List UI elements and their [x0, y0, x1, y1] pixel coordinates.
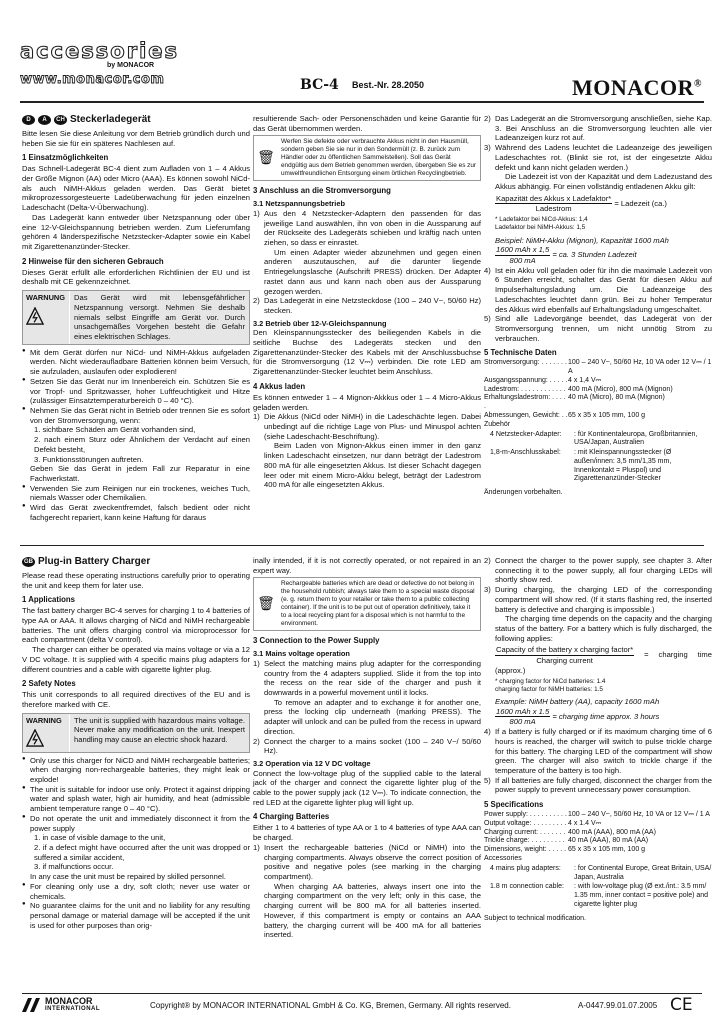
- list-item: [22, 814, 250, 882]
- table-row: [484, 846, 712, 855]
- gb-c3-list: [484, 556, 712, 795]
- flag-d: D: [22, 115, 35, 125]
- de-s1-paragraph-2: Das Ladegerät kann entweder über Netzspannung oder über eine 12-V-Gleichspannung betrieben werden. Zum Lieferumfang gehören 4 länderspezifische Netzstecker-Adapter sowie ein Kabel mit Zigarettenanzünder-Stecker.: [22, 212, 250, 251]
- gb-b3-sub-2: 2. if a defect might have occurred after the unit was dropped or suffered a similar accident,: [34, 843, 250, 862]
- gb-s31-item-1b: To remove an adapter and to exchange it for another one, press the locking clip underneath (marking PRESS). The adapter will unlock and can be pulled from the recess in upward direction.: [264, 697, 481, 736]
- gb-s32-heading: 3.2 Operation via 12 V DC voltage: [253, 759, 371, 769]
- list-item: ● Verwenden Sie zum Reinigen nur ein trockenes, weiches Tuch, niemals Wasser oder Chemikalien.: [22, 484, 250, 503]
- list-item: 1) Aus den 4 Netzstecker-Adaptern den passenden für das jeweilige Land auswählen, ihn von oben in die Aussparung auf der Rückseite des Ladegeräts schieben und kräftig nach unten ziehen, so dass er einrastet. Um einen Adapter wieder abzunehmen und gegen einen anderen auszutauschen, auf die darunter liegende Entriegelungslasche (Aufschrift PRESS) drücken. Der Adapter rastet dann aus und kann nach oben aus der Aussparung gezogen werden.: [253, 208, 481, 296]
- gb-example-numerator: 1600 mAh x 1.5: [496, 706, 550, 716]
- footer-brand-block: [45, 997, 100, 1012]
- gb-section-1-heading: 1 Applications: [22, 595, 75, 605]
- spec-key: 1.8 m connection cable:: [490, 883, 564, 891]
- gb-example-title: Example: NiMH battery (AA), capacity 1600 mAh: [495, 697, 660, 706]
- gb-changes-note: Subject to technical modification.: [484, 914, 586, 922]
- list-item: 1) Die Akkus (NiCd oder NiMH) in die Ladeschächte legen. Dabei unbedingt auf die richtige Lage von Plus- und Minuspol achten (siehe Ladeschacht-Beschriftung). Beim Laden von Mignon-Akkus einen immer in den ganz linken Ladeschacht einsetzen, nur dann beträgt der Ladestrom 800 mA für alle eingesetzten Akkus. Ist dieser Schacht dagegen leer oder mit einem Micro-Akku belegt, beträgt der Ladestrom 400 mA für alle eingesetzten Akkus.: [253, 412, 481, 490]
- de-section-1-heading: 1 Einsatzmöglichkeiten: [22, 153, 109, 163]
- gb-warning-text: The unit is supplied with hazardous mains voltage. Never make any modification on the unit. Inexpert handling may cause an electric shock hazard.: [69, 714, 249, 752]
- de-s31-list: [253, 209, 481, 316]
- spec-key: Erhaltungsladestrom: . . . . .: [484, 394, 566, 411]
- gb-s31-heading: 3.1 Mains voltage operation: [253, 649, 350, 659]
- de-s31-item-1: Aus den 4 Netzstecker-Adaptern den passenden für das jeweilige Land auswählen, ihn von oben in die Aussparung auf der Rückseite des Ladegeräts schieben und kräftig nach unten ziehen, so dass er einrastet.: [264, 208, 481, 248]
- recycle-bin-icon: 🗑: [257, 595, 275, 612]
- model-number: BC-4: [300, 77, 339, 93]
- de-disposal-box: [253, 135, 481, 181]
- de-section-5-heading: 5 Technische Daten: [484, 348, 557, 358]
- gb-section-3-heading: 3 Connection to the Power Supply: [253, 636, 380, 646]
- spec-key: Power supply: . . . . . . . . . .: [484, 811, 567, 819]
- spec-key: Output voltage: . . . . . . . . .: [484, 819, 567, 827]
- de-c3-item-3b: Die Ladezeit ist von der Kapazität und dem Ladezustand des Akkus abhängig. Für einen vollständig entladenen Akku gilt:: [495, 172, 712, 192]
- de-example-formula: [495, 245, 712, 265]
- de-c3-item-4: Ist ein Akku voll geladen oder für ihn die maximale Ladezeit von 6 Stunden erreicht, schaltet das Gerät für diesen Akku auf Impulserhaltungsladung um. Die Ladeanzeige des Ladeschachtes leuchtet dann grün. Bei zu hoher Temperatur des Akkus wird ebenfalls auf Erhaltungsladung umgeschaltet.: [495, 265, 712, 314]
- table-row: [484, 431, 712, 449]
- de-c2-continuation: resultierende Sach- oder Personenschäden und keine Garantie für das Gerät übernommen werden.: [253, 114, 481, 133]
- flag-ch: CH: [54, 115, 67, 125]
- spec-key: 1,8-m-Anschlusskabel:: [490, 449, 561, 457]
- gb-s4-item-1: Insert the rechargeable batteries (NiCd or NiMH) into the charging compartments. Always observe the correct position of positive and negative poles (see marking in the charging compartment).: [264, 842, 481, 881]
- de-title: [22, 114, 250, 127]
- de-b3-sublist: [30, 425, 250, 464]
- list-item: 2) Connect the charger to the power supply, see chapter 3. After connecting it to the power supply, all four charging LEDs will shortly show red.: [484, 556, 712, 585]
- de-b3-sub-1: 1. sichtbare Schäden am Gerät vorhanden sind,: [34, 425, 196, 435]
- de-accessories-table: [484, 431, 712, 485]
- de-warning-box: [22, 290, 250, 345]
- accessories-logo: accessories: [20, 39, 180, 63]
- list-item: 3) During charging, the charging LED of the corresponding compartment will show red. (If it starts flashing red, the inserted battery is defective and charging is impossible.) The charging time depends on the capacity and the charging status of the battery. For a battery which is fully discharged, the following applies: $\frac{\text{Capacity of the battery x charging factor*}}{\text{Charging current}}$ = charging time (approx.) * charging factor for NiCd batteries: 1.4 charging factor for NiMH batteries: 1.5 Example: NiMH battery (AA), capacity 1600 mAh $\frac{\text{1600 mAh x 1.5}}{800 mA}$ = charging time approx. 3 hours: [484, 585, 712, 727]
- gb-section-4-heading: 4 Charging Batteries: [253, 812, 330, 822]
- gb-formula-fraction: [495, 645, 634, 665]
- de-formula-note-2: Ladefaktor bei NiMH-Akkus: 1,5: [495, 224, 586, 232]
- de-warning-label-cell: [23, 291, 69, 344]
- website-url: www.monacor.com: [20, 72, 165, 87]
- spec-value: : for Continental Europe, Great Britain, USA/ Japan, Australia: [574, 864, 712, 881]
- spec-value: 100 – 240 V~, 50/60 Hz, 10 VA or 12 V⎓ / 1 A: [568, 811, 710, 819]
- gb-formula-numerator: Capacity of the battery x charging factor*: [496, 645, 634, 655]
- header-rule: [20, 101, 704, 103]
- gb-c2-continuation: inally intended, if it is not correctly operated, or not repaired in an expert way.: [253, 556, 481, 575]
- spec-value: 40 mA (AAA), 80 mA (AA): [568, 837, 649, 845]
- spec-value: : mit Kleinspannungsstecker (Ø außen/innen: 3,5 mm/1,35 mm, Innenkontakt = Pluspol) und Zigarettenanzünder-Stecker: [574, 449, 672, 483]
- de-c3-list: [484, 114, 712, 343]
- list-item: [22, 406, 250, 484]
- table-row: [484, 359, 712, 377]
- gb-b3-text: Do not operate the unit and immediately disconnect it from the power supply: [30, 813, 250, 833]
- gb-s31-list: [253, 659, 481, 756]
- spec-value: : für Kontinentaleuropa, Großbritannien, USA/Japan, Australien: [574, 430, 698, 447]
- gb-c3-item-2: Connect the charger to the power supply, see chapter 3. After connecting it to the power supply, all four charging LEDs will shortly show red.: [495, 556, 712, 585]
- gb-safety-list: [22, 756, 250, 931]
- gb-example-result: = charging time approx. 3 hours: [552, 711, 660, 721]
- spec-value: 40 mA (Micro), 80 mA (Mignon): [568, 394, 665, 402]
- gb-s4-paragraph: Either 1 to 4 batteries of type AA or 1 to 4 batteries of type AAA can be charged.: [253, 823, 481, 843]
- spec-key: Charging current: . . . . . . .: [484, 828, 566, 836]
- de-warning-text: Das Gerät wird mit lebensgefährlicher Netzspannung versorgt. Nehmen Sie deshalb niemals selbst Eingriffe am Gerät vor. Durch unsachgemäßes Vorgehen besteht die Gefahr eines elektrischen Schlages.: [69, 291, 249, 344]
- by-text: by: [107, 62, 116, 69]
- de-example-denominator: 800 mA: [509, 256, 536, 265]
- gb-s32-paragraph: Connect the low-voltage plug of the supplied cable to the lateral jack of the charger and connect the cigarette lighter plug of the cable to the power supply jack (12 V⎓). To indicate connection, the red LED at the cigarette lighter plug will light up.: [253, 768, 481, 807]
- spec-key: 4 mains plug adapters:: [490, 864, 561, 872]
- de-s4-item-1: Die Akkus (NiCd oder NiMH) in die Ladeschächte legen. Dabei unbedingt auf die richtige Lage von Plus- und Minuspol achten (siehe Ladeschacht-Beschriftung).: [264, 412, 481, 441]
- footer-code: A-0447.99.01.07.2005: [578, 1001, 658, 1010]
- de-formula-fraction: [495, 194, 612, 214]
- de-example-numerator: 1600 mAh x 1,5: [496, 245, 550, 255]
- gb-formula-denominator: Charging current: [536, 656, 593, 666]
- de-s31-item-2: Das Ladegerät in eine Netzsteckdose (100 – 240 V~, 50/60 Hz) stecken.: [264, 296, 481, 316]
- gb-b3-sub-1: 1. in case of visible damage to the unit,: [34, 833, 166, 843]
- gb-example-fraction: [495, 707, 550, 727]
- de-b3-sub-3: 3. Funktionsstörungen auftreten.: [34, 454, 144, 464]
- de-formula-result: = Ladezeit (ca.): [614, 198, 667, 208]
- spec-value: 4 x 1.4 V⎓: [568, 819, 602, 827]
- de-c3-item-3: Während des Ladens leuchtet die Ladeanzeige des jeweiligen Ladeschachtes rot. (Blinkt sie rot, ist der eingesetzte Akku defekt und kann nicht geladen werden.): [495, 143, 712, 172]
- gb-example-denominator: 800 mA: [509, 717, 536, 727]
- footer-logo: [22, 997, 100, 1012]
- de-section-4-heading: 4 Akkus laden: [253, 381, 306, 391]
- gb-example-formula: [495, 707, 712, 727]
- spec-value: 65 x 35 x 105 mm, 100 g: [568, 846, 646, 854]
- spec-key: Trickle charge: . . . . . . . . .: [484, 837, 565, 845]
- list-item: ● The unit is suitable for indoor use only. Protect it against dripping water and splash water, high air humidity, and heat (admissible ambient temperature range 0 – 40 °C).: [22, 785, 250, 814]
- de-b3-note: Geben Sie das Gerät in jedem Fall zur Reparatur in eine Fachwerkstatt.: [30, 464, 250, 484]
- gb-intro: Please read these operating instructions carefully prior to operating the unit and keep them for later use.: [22, 570, 250, 590]
- de-warning-label: WARNUNG: [26, 293, 66, 303]
- list-item: 2) Das Ladegerät in eine Netzsteckdose (100 – 240 V~, 50/60 Hz) stecken.: [253, 296, 481, 316]
- de-c3-item-5: Sind alle Ladevorgänge beendet, das Ladegerät von der Stromversorgung trennen, um nicht unnötig Strom zu verbrauchen.: [495, 314, 712, 343]
- gb-column-2: [253, 556, 481, 940]
- gb-title-text: Plug-in Battery Charger: [38, 556, 151, 567]
- gb-s31-item-2: Connect the charger to a mains socket (100 – 240 V~/ 50/60 Hz).: [264, 736, 481, 756]
- gb-warning-box: [22, 713, 250, 753]
- gb-spec-table: [484, 811, 712, 855]
- list-item: 4) Ist ein Akku voll geladen oder für ihn die maximale Ladezeit von 6 Stunden erreicht, schaltet das Gerät für diesen Akku auf Impulserhaltungsladung um. Die Ladeanzeige des Ladeschachtes leuchtet dann grün. Bei zu hoher Temperatur des Akkus wird ebenfalls auf Erhaltungsladung umgeschaltet.: [484, 265, 712, 314]
- spec-value: 400 mA (AAA), 800 mA (AA): [568, 828, 656, 836]
- ce-mark: CE: [670, 995, 693, 1015]
- footer-copyright: Copyright® by MONACOR INTERNATIONAL GmbH & Co. KG, Bremen, Germany. All rights reserved.: [150, 1001, 511, 1010]
- de-s4-list: [253, 412, 481, 490]
- table-row: [484, 394, 712, 412]
- gb-accessories-heading: Accessories: [484, 854, 522, 862]
- list-item: ● No guarantee claims for the unit and no liability for any resulting personal damage or material damage will be accepted if the unit is used for other purposes than orig-: [22, 901, 250, 930]
- gb-c3-item-5: If all batteries are fully charged, disconnect the charger from the power supply to prevent unnecessary power consumption.: [495, 775, 712, 795]
- gb-formula-note-2: charging factor for NiMH batteries: 1.5: [495, 685, 603, 693]
- list-item: 1) Insert the rechargeable batteries (NiCd or NiMH) into the charging compartments. Always observe the correct position of positive and negative poles (see marking in the charging compartment). When charging AA batteries, always insert one into the charging compartment on the very left; only in this case, the charging current will be 800 mA for all batteries inserted. However, if this compartment is empty or contains an AAA battery, the charging current will be 400 mA for all batteries inserted.: [253, 842, 481, 940]
- gb-c3-item-4: If a battery is fully charged or if its maximum charging time of 6 hours is reached, the charger will switch to pulse trickle charge for this battery. The charging LED of the compartment will show green. The charger will also switch to trickle charge if the temperature of the battery is too high.: [495, 727, 712, 776]
- high-voltage-icon: [26, 729, 44, 747]
- list-item: 4) If a battery is fully charged or if its maximum charging time of 6 hours is reached, the charger will switch to pulse trickle charge for this battery. The charging LED of the compartment will show green. The charger will also switch to trickle charge if the temperature of the battery is too high.: [484, 727, 712, 776]
- gb-s4-list: [253, 843, 481, 940]
- gb-s1-paragraph: The fast battery charger BC-4 serves for charging 1 to 4 batteries of type AA or AAA. It allows charging of NiCd and NiMH rechargeable batteries. The unit offers charging control via microprocessor for each compartment (delta V control).: [22, 606, 250, 645]
- list-item: 5) If all batteries are fully charged, disconnect the charger from the power supply to prevent unnecessary power consumption.: [484, 775, 712, 795]
- de-formula-denominator: Ladestrom: [535, 204, 572, 214]
- de-section-3-heading: 3 Anschluss an die Stromversorgung: [253, 186, 391, 196]
- spec-value: 100 – 240 V~, 50/60 Hz, 10 VA oder 12 V⎓ / 1 A: [568, 359, 712, 376]
- footer: [22, 993, 702, 1015]
- spec-value: 400 mA (Micro), 800 mA (Mignon): [568, 385, 673, 393]
- spec-value: : with low-voltage plug (Ø ext./int.: 3.5 mm/ 1.35 mm, inner contact = positive pole) and cigarette lighter plug: [574, 883, 709, 908]
- de-s31-heading: 3.1 Netzspannungsbetrieb: [253, 199, 345, 209]
- de-c3-item-2: Das Ladegerät an die Stromversorgung anschließen, siehe Kap. 3. Bei Anschluss an die Stromversorgung leuchten alle vier Ladeanzeigen kurz rot auf.: [495, 114, 712, 143]
- de-s31-item-1b: Um einen Adapter wieder abzunehmen und gegen einen anderen auszutauschen, auf die darunter liegende Entriegelungslasche (Aufschrift PRESS) drücken. Der Adapter rastet dann aus und kann nach oben aus der Aussparung gezogen werden.: [264, 247, 481, 296]
- de-example-fraction: [495, 245, 550, 265]
- de-section-2-heading: 2 Hinweise für den sicheren Gebrauch: [22, 256, 164, 266]
- spec-key: Stromversorgung: . . . . . . .: [484, 359, 567, 367]
- gb-warning-label-cell: [23, 714, 69, 752]
- de-column-2: [253, 114, 481, 490]
- by-brand: MONACOR: [117, 62, 155, 69]
- flag-gb: GB: [24, 559, 33, 566]
- de-accessories-heading: Zubehör: [484, 420, 511, 428]
- list-item: ● Setzen Sie das Gerät nur im Innenbereich ein. Schützen Sie es vor Tropf- und Spritzwasser, hoher Luftfeuchtigkeit und Hitze (zulässiger Einsatztemperaturbereich 0 – 40 °C).: [22, 377, 250, 406]
- de-column-3: [484, 114, 712, 498]
- de-title-text: Steckerladegerät: [70, 114, 151, 125]
- gb-c3-item-3: During charging, the charging LED of the corresponding compartment will show red. (If it starts flashing red, the inserted battery is defective and charging is impossible.): [495, 585, 712, 614]
- gb-s31-item-1: Select the matching mains plug adapter for the corresponding country from the 4 adapters supplied. Slide it from the top into the recess on the rear side of the charger and push it downwards in a powerful movement until it locks.: [264, 658, 481, 698]
- gb-b3-sublist: [30, 833, 250, 872]
- spec-value: 65 x 35 x 105 mm, 100 g: [568, 411, 646, 419]
- gb-b3-sub-3: 3. if malfunctions occur.: [34, 862, 114, 872]
- table-row: [484, 820, 712, 829]
- table-row: [484, 377, 712, 386]
- table-row: [484, 412, 712, 421]
- high-voltage-icon: [26, 307, 44, 325]
- de-s2-paragraph: Dieses Gerät erfüllt alle erforderlichen Richtlinien der EU und ist deshalb mit CE gekennzeichnet.: [22, 267, 250, 287]
- gb-formula-result: = charging time (approx.): [495, 650, 712, 675]
- table-row: [484, 883, 712, 909]
- table-row: [484, 865, 712, 883]
- de-s4-item-1b: Beim Laden von Mignon-Akkus einen immer in den ganz linken Ladeschacht einsetzen, nur dann beträgt der Ladestrom 800 mA für alle eingesetzten Akkus. Ist dieser Schacht dagegen leer oder mit einem Micro-Akku belegt, beträgt der Ladestrom 400 mA für alle eingesetzten Akkus.: [264, 441, 481, 490]
- de-formula: [495, 194, 712, 214]
- gb-warning-label: WARNING: [26, 715, 62, 725]
- footer-brand-sub: INTERNATIONAL: [45, 1006, 101, 1012]
- de-safety-list: [22, 348, 250, 523]
- spec-key: 4 Netzstecker-Adapter:: [490, 430, 562, 438]
- brand-text: MONACOR: [572, 75, 695, 100]
- table-row: [484, 811, 712, 820]
- table-row: [484, 386, 712, 395]
- list-item: 2) Das Ladegerät an die Stromversorgung anschließen, siehe Kap. 3. Bei Anschluss an die Stromversorgung leuchten alle vier Ladeanzeigen kurz rot auf.: [484, 114, 712, 143]
- gb-disposal-text: Rechargeable batteries which are dead or defective do not belong in the household rubbish; always take them to a special waste disposal (e. g. return them to your retailer or take them to a public collecting container). If the unit is to be put out of operation definitively, take it to a local recycling plant for a disposal which is not harmful to the environment.: [281, 580, 475, 628]
- list-item: ● Mit dem Gerät dürfen nur NiCd- und NiMH-Akkus aufgeladen werden. Nicht wiederaufladbare Batterien können beim Versuch, sie aufzuladen, auslaufen oder explodieren!: [22, 348, 250, 377]
- list-item: 5) Sind alle Ladevorgänge beendet, das Ladegerät von der Stromversorgung trennen, um nicht unnötig Strom zu verbrauchen.: [484, 314, 712, 343]
- de-changes-note: Änderungen vorbehalten.: [484, 489, 563, 497]
- de-s32-heading: 3.2 Betrieb über 12-V-Gleichspannung: [253, 318, 387, 328]
- de-b3-sub-2: 2. nach einem Sturz oder Ähnlichem der Verdacht auf einen Defekt besteht,: [34, 435, 250, 454]
- section-divider: [20, 545, 704, 546]
- gb-formula: [495, 645, 712, 675]
- de-formula-numerator: Kapazität des Akkus x Ladefaktor*: [496, 193, 612, 203]
- gb-column-3: [484, 556, 712, 924]
- monacor-logo: [572, 74, 702, 102]
- spec-value: 4 x 1,4 V⎓: [568, 376, 602, 384]
- table-row: [484, 449, 712, 484]
- spec-key: Dimensions, weight: . . . . .: [484, 846, 567, 854]
- gb-b3-note: In any case the unit must be repaired by skilled personnel.: [30, 872, 226, 882]
- table-row: [484, 837, 712, 846]
- gb-accessories-table: [484, 865, 712, 910]
- de-column-1: [22, 114, 250, 523]
- gb-s1-paragraph-2: The charger can either be operated via mains voltage or via a 12 V DC voltage. It is supplied with 4 specific mains plug adapters for different countries and a cable with cigarette lighter plug.: [22, 645, 250, 674]
- gb-formula-note-1: * charging factor for NiCd batteries: 1.4: [495, 677, 606, 685]
- registered-mark: ®: [694, 78, 703, 90]
- gb-s4-item-1b: When charging AA batteries, always insert one into the charging compartment on the very left; only in this case, the charging current will be 800 mA for all batteries inserted. However, if this compartment is empty or contains an AAA battery, the charging current will be 400 mA for all batteries inserted.: [264, 881, 481, 940]
- gb-disposal-box: [253, 577, 481, 631]
- list-item: 2) Connect the charger to a mains socket (100 – 240 V~/ 50/60 Hz).: [253, 736, 481, 756]
- flag-a: A: [38, 115, 51, 125]
- list-item: ● For cleaning only use a dry, soft cloth; never use water or chemicals.: [22, 882, 250, 901]
- list-item: 3) Während des Ladens leuchtet die Ladeanzeige des jeweiligen Ladeschachtes rot. (Blinkt sie rot, ist der eingesetzte Akku defekt und kann nicht geladen werden.) Die Ladezeit ist von der Kapazität und dem Ladezustand des Akkus abhängig. Für einen vollständig entladenen Akku gilt: $\frac{\text{Kapazität des Akkus x Ladefaktor*}}{\text{Ladestrom}}$ = Ladezeit (ca.) * Ladefaktor bei NiCd-Akkus: 1,4 Ladefaktor bei NiMH-Akkus: 1,5 Beispiel: NiMH-Akku (Mignon), Kapazität 1600 mAh $\frac{\text{1600 mAh x 1,5}}{800 mA}$ = ca. 3 Stunden Ladezeit: [484, 143, 712, 265]
- de-s32-paragraph: Den Kleinspannungsstecker des beiliegenden Kabels in die seitliche Buchse des Ladegeräts stecken und den Zigarettenanzünder-Stecker des Kabels mit der Anschlussbuchse für die Stromversorgung (12 V⎓) verbinden. Die rote LED am Zigarettenanzünder-Stecker leuchtet beim Anschluss.: [253, 328, 481, 377]
- de-b3-text: Nehmen Sie das Gerät nicht in Betrieb oder trennen Sie es sofort von der Stromversorgung, wenn:: [30, 405, 250, 425]
- de-example-title: Beispiel: NiMH-Akku (Mignon), Kapazität 1600 mAh: [495, 235, 669, 245]
- de-s4-paragraph: Es können entweder 1 – 4 Mignon-Akkkus oder 1 – 4 Micro-Akkus geladen werden.: [253, 392, 481, 412]
- list-item: ● Only use this charger for NiCD and NiMH rechargeable batteries; when charging non-rechargeable batteries, they might leak or explode!: [22, 756, 250, 785]
- list-item: 1) Select the matching mains plug adapter for the corresponding country from the 4 adapters supplied. Slide it from the top into the recess on the rear side of the charger and push it downwards in a powerful movement until it locks. To remove an adapter and to exchange it for another one, press the locking clip underneath (marking PRESS). The adapter will unlock and can be pulled from the recess in upward direction.: [253, 658, 481, 736]
- de-formula-note-1: * Ladefaktor bei NiCd-Akkus: 1,4: [495, 216, 588, 224]
- spec-key: Abmessungen, Gewicht: . .: [484, 411, 568, 419]
- gb-title: [22, 556, 250, 569]
- de-spec-table: [484, 359, 712, 420]
- de-disposal-text: Werfen Sie defekte oder verbrauchte Akkus nicht in den Hausmüll, sondern geben Sie sie nur in den Sondermüll (z. B. zurück zum Händler oder zu öffentlichen Sammelstellen). Soll das Gerät endgültig aus dem Betrieb genommen werden, übergeben Sie es zur umweltfreundlichen Entsorgung einem örtlichen Recyclingbetrieb.: [281, 138, 477, 178]
- de-intro: Bitte lesen Sie diese Anleitung vor dem Betrieb gründlich durch und heben Sie sie für ein späteres Nachlesen auf.: [22, 128, 250, 148]
- gb-column-1: [22, 556, 250, 931]
- gb-c3-item-3b: The charging time depends on the capacity and the charging status of the battery. For a battery which is fully discharged, the following applies:: [495, 614, 712, 643]
- monacor-mark-icon: [22, 998, 42, 1012]
- by-monacor: [107, 62, 154, 71]
- gb-section-5-heading: 5 Specifications: [484, 800, 544, 810]
- spec-key: Ausgangsspannung: . . . . .: [484, 376, 568, 384]
- list-item: ● Wird das Gerät zweckentfremdet, falsch bedient oder nicht fachgerecht repariert, kann keine Haftung für daraus: [22, 503, 250, 522]
- recycle-bin-icon: 🗑: [257, 149, 275, 166]
- table-row: [484, 829, 712, 838]
- gb-s2-paragraph: This unit corresponds to all required directives of the EU and is therefore marked with CE.: [22, 690, 250, 709]
- gb-section-2-heading: 2 Safety Notes: [22, 679, 76, 689]
- de-s1-paragraph: Das Schnell-Ladegerät BC-4 dient zum Aufladen von 1 – 4 Akkus der Größe Mignon (AA) oder Micro (AAA). Es können sowohl NiCd- als auch NiMH-Akkus geladen werden. Das Gerät bietet mikroprozessorgesteuerte Ladeüberwachung für jeden einzelnen Ladeschacht (Delta-V-Überwachung).: [22, 164, 250, 213]
- footer-brand: MONACOR: [45, 996, 93, 1006]
- de-example-result: = ca. 3 Stunden Ladezeit: [552, 250, 637, 260]
- order-number: Best.-Nr. 28.2050: [352, 80, 425, 90]
- spec-key: Ladestrom: . . . . . . . . . . . .: [484, 385, 566, 393]
